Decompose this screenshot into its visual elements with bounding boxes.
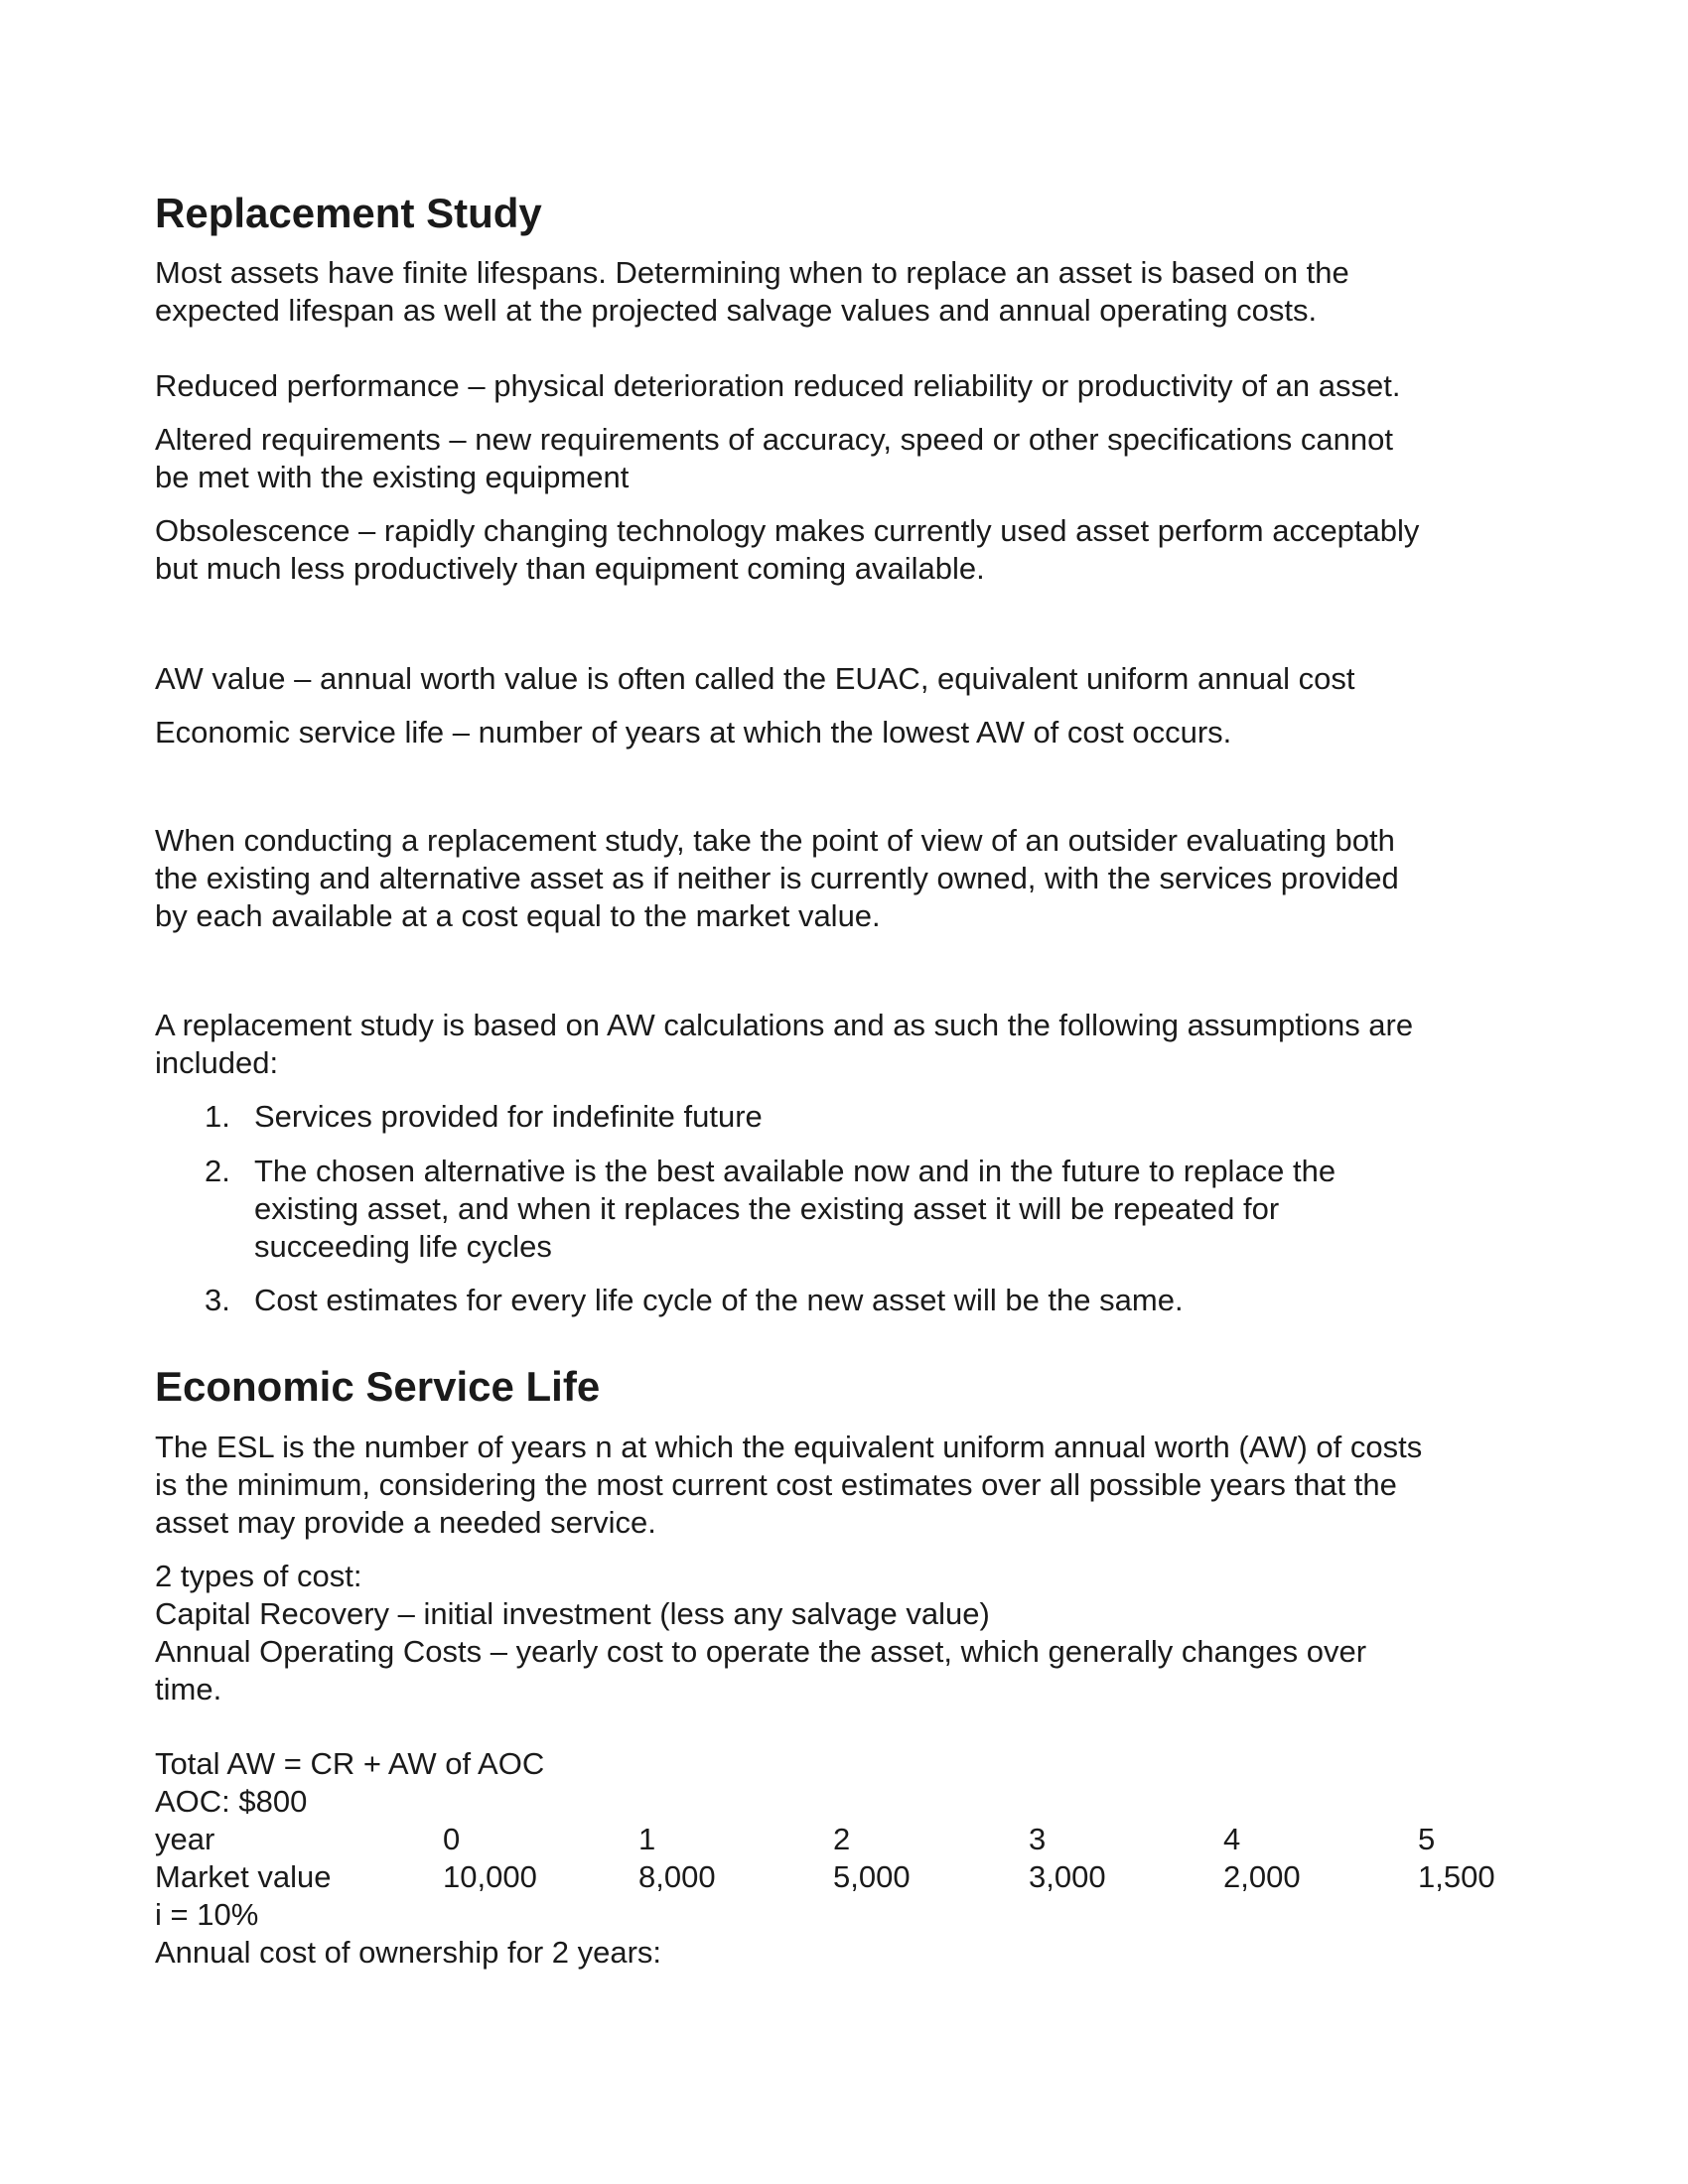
year-cell: 4 [1223,1822,1241,1856]
reduced-performance-paragraph [155,367,1545,405]
altered-requirements-paragraph [155,421,1545,496]
year-cell: 5 [1418,1822,1436,1856]
obsolescence-paragraph [155,512,1545,588]
outsider-paragraph [155,822,1545,935]
list-number: 1. [205,1099,230,1134]
list-text: Cost estimates for every life cycle of the new asset will be the same. [254,1283,1184,1317]
text-line: 2 types of cost: [155,1559,362,1593]
text-line: by each available at a cost equal to the market value. [155,898,881,933]
text-line: A replacement study is based on AW calculations and as such the following assumptions are [155,1008,1414,1042]
formula-block [155,1745,1545,1821]
aw-value-paragraph [155,660,1545,698]
heading-economic-service-life: Economic Service Life [155,1363,601,1410]
text-line: Obsolescence – rapidly changing technology makes currently used asset perform acceptably [155,513,1420,548]
market-value-cell: 10,000 [443,1859,537,1894]
list-text: Services provided for indefinite future [254,1099,763,1134]
list-number: 3. [205,1283,230,1317]
market-value-cell: 8,000 [638,1859,716,1894]
year-label: year [155,1822,215,1856]
year-cell: 2 [833,1822,851,1856]
esl-paragraph [155,1429,1545,1542]
interest-block [155,1896,1545,1972]
interest-text: i = 10% [155,1897,259,1932]
year-row [155,1821,1545,1858]
text-line: expected lifespan as well at the projected salvage values and annual operating costs. [155,293,1318,328]
aoc-text: AOC: $800 [155,1784,308,1819]
intro-paragraph [155,254,1545,330]
list-text: The chosen alternative is the best available now and in the future to replace the [254,1154,1336,1188]
market-value-row [155,1858,1545,1896]
text-line: AW value – annual worth value is often called the EUAC, equivalent uniform annual cost [155,661,1355,696]
text-line: Capital Recovery – initial investment (less any salvage value) [155,1596,990,1631]
ownership-text: Annual cost of ownership for 2 years: [155,1935,662,1970]
list-text: succeeding life cycles [254,1229,552,1264]
text-line: but much less productively than equipment coming available. [155,551,985,586]
list-number: 2. [205,1154,230,1188]
year-cell: 3 [1029,1822,1047,1856]
formula-text: Total AW = CR + AW of AOC [155,1746,545,1781]
market-value-cell: 3,000 [1029,1859,1106,1894]
year-cell: 0 [443,1822,461,1856]
heading-replacement-study: Replacement Study [155,190,542,236]
assumptions-intro-paragraph [155,1007,1545,1082]
cost-types-paragraph [155,1558,1545,1708]
text-line: be met with the existing equipment [155,460,630,494]
text-line: asset may provide a needed service. [155,1505,656,1540]
text-line: When conducting a replacement study, take the point of view of an outsider evaluating both [155,823,1395,858]
esl-definition-paragraph [155,714,1545,751]
market-value-cell: 1,500 [1418,1859,1495,1894]
text-line: Reduced performance – physical deterioration reduced reliability or productivity of an asset. [155,368,1401,403]
text-line: The ESL is the number of years n at which the equivalent uniform annual worth (AW) of costs [155,1430,1423,1464]
text-line: Most assets have finite lifespans. Determining when to replace an asset is based on the [155,255,1349,290]
text-line: time. [155,1672,222,1706]
text-line: Economic service life – number of years at which the lowest AW of cost occurs. [155,715,1232,750]
text-line: Altered requirements – new requirements of accuracy, speed or other specifications cannot [155,422,1393,457]
text-line: Annual Operating Costs – yearly cost to operate the asset, which generally changes over [155,1634,1367,1669]
text-line: included: [155,1045,279,1080]
market-value-label: Market value [155,1859,332,1894]
market-value-cell: 2,000 [1223,1859,1301,1894]
year-cell: 1 [638,1822,656,1856]
market-value-cell: 5,000 [833,1859,911,1894]
list-text: existing asset, and when it replaces the existing asset it will be repeated for [254,1191,1280,1226]
text-line: is the minimum, considering the most current cost estimates over all possible years that the [155,1467,1397,1502]
text-line: the existing and alternative asset as if neither is currently owned, with the services provided [155,861,1399,895]
